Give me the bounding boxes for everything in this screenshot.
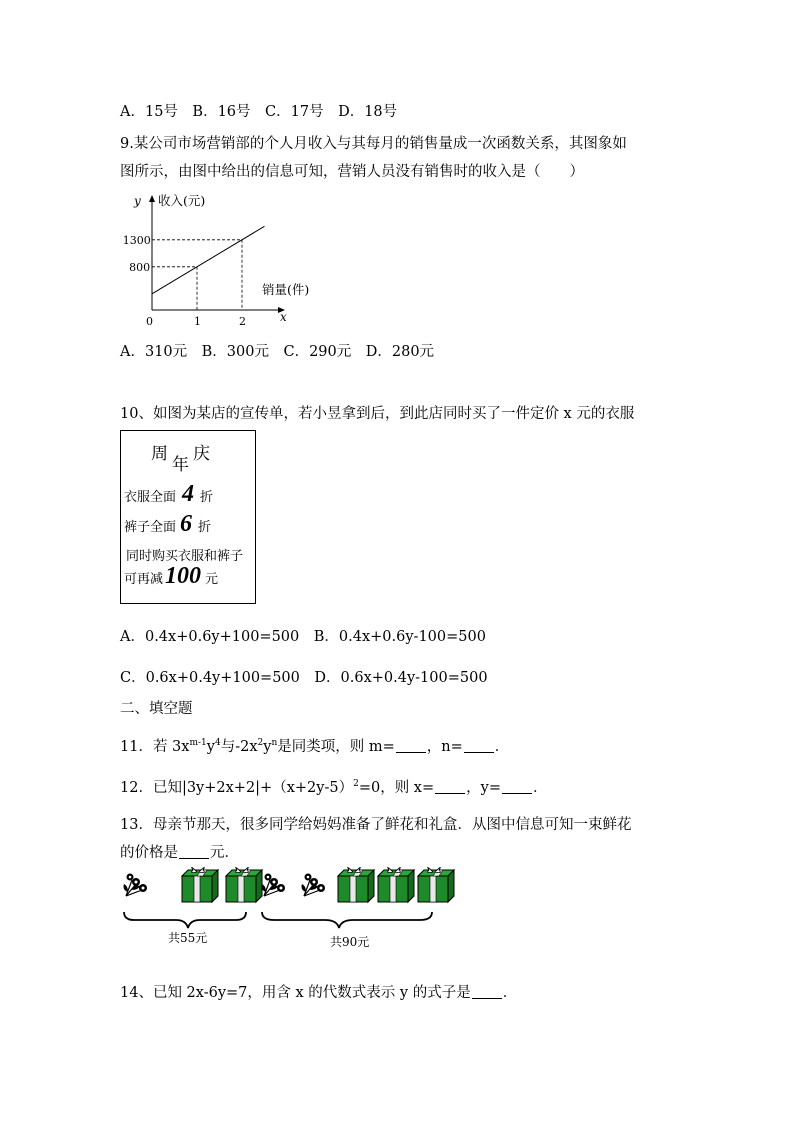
total-90-label: 共90元 [330, 935, 370, 949]
flower-icon [302, 874, 326, 897]
y-axis-label: 收入(元) [158, 193, 206, 208]
y-tick-label: 800 [129, 260, 151, 274]
brace-left [124, 912, 246, 928]
x-tick-label: 1 [194, 315, 201, 328]
q11-answer-blank-m[interactable] [396, 738, 426, 753]
sale-poster [120, 430, 256, 604]
q14-answer-blank[interactable] [472, 984, 502, 999]
poster-row-pants: 裤子全面 6 折 [124, 511, 212, 537]
brace-right [262, 912, 432, 928]
giftbox-icon [338, 867, 374, 902]
poster-title-char1: 周 [151, 444, 168, 464]
giftbox-icon [378, 867, 414, 902]
giftbox-icon [418, 867, 454, 902]
origin-label: 0 [146, 315, 153, 328]
y-axis-letter: y [134, 194, 141, 208]
q12-answer-blank-x[interactable] [435, 779, 465, 794]
flower-icon [124, 874, 148, 897]
giftbox-icon [182, 867, 218, 902]
section-heading: 二、填空题 [120, 701, 193, 717]
poster-title-char2: 年 [172, 455, 189, 475]
q10-text-line1: 10、如图为某店的宣传单，若小昱拿到后，到此店同时买了一件定价 x 元的衣服 [120, 406, 635, 422]
q9-options: A．310元 B．300元 C．290元 D．280元 [120, 344, 435, 360]
giftbox-icon [226, 867, 262, 902]
q9-text-line1: 9.某公司市场营销部的个人月收入与其每月的销售量成一次函数关系，其图象如 [120, 136, 627, 152]
x-axis-label: 销量(件) [262, 282, 310, 297]
q8-options: A．15号 B．16号 C．17号 D．18号 [120, 104, 398, 120]
function-line [152, 226, 265, 293]
q13-text-line1: 13．母亲节那天，很多同学给妈妈准备了鲜花和礼盒．从图中信息可知一束鲜花 [120, 817, 632, 833]
q13-text-line2: 的价格是 元． [120, 845, 239, 861]
x-tick-label: 2 [239, 315, 246, 328]
total-55-label: 共55元 [168, 931, 208, 945]
poster-row-discount: 可再减100 元 [124, 563, 219, 589]
flower-icon [262, 874, 286, 897]
x-axis-letter: x [280, 310, 287, 324]
q10-options-cd: C．0.6x+0.4y+100=500 D．0.6x+0.4y-100=500 [120, 670, 488, 686]
flowers-giftboxes-figure [120, 866, 460, 948]
y-axis-arrow [149, 195, 155, 202]
income-sales-chart [120, 190, 310, 330]
q10-options-ab: A．0.4x+0.6y+100=500 B．0.4x+0.6y-100=500 [120, 629, 486, 645]
q13-answer-blank[interactable] [179, 844, 209, 859]
y-tick-label: 1300 [122, 233, 151, 247]
q12-text: 12．已知$|3y+2x+2|+(x+2y-5)^2=0$，则 x= ，y= ． [120, 779, 548, 796]
poster-row-clothes: 衣服全面 4 折 [124, 481, 214, 507]
q11-answer-blank-n[interactable] [464, 738, 494, 753]
poster-title-char3: 庆 [193, 444, 210, 464]
q11-text: 11．若 $3x^{m-1}y^4$与$-2x^2y^n$是同类项，则 m= ，n= ． [120, 738, 510, 755]
q14-text: 14、已知 2x-6y=7，用含 x 的代数式表示 y 的式子是 ． [120, 985, 518, 1001]
poster-row-both: 同时购买衣服和裤子 [126, 549, 244, 564]
q9-text-line2: 图所示，由图中给出的信息可知，营销人员没有销售时的收入是（ ） [120, 164, 584, 180]
q12-answer-blank-y[interactable] [502, 779, 532, 794]
